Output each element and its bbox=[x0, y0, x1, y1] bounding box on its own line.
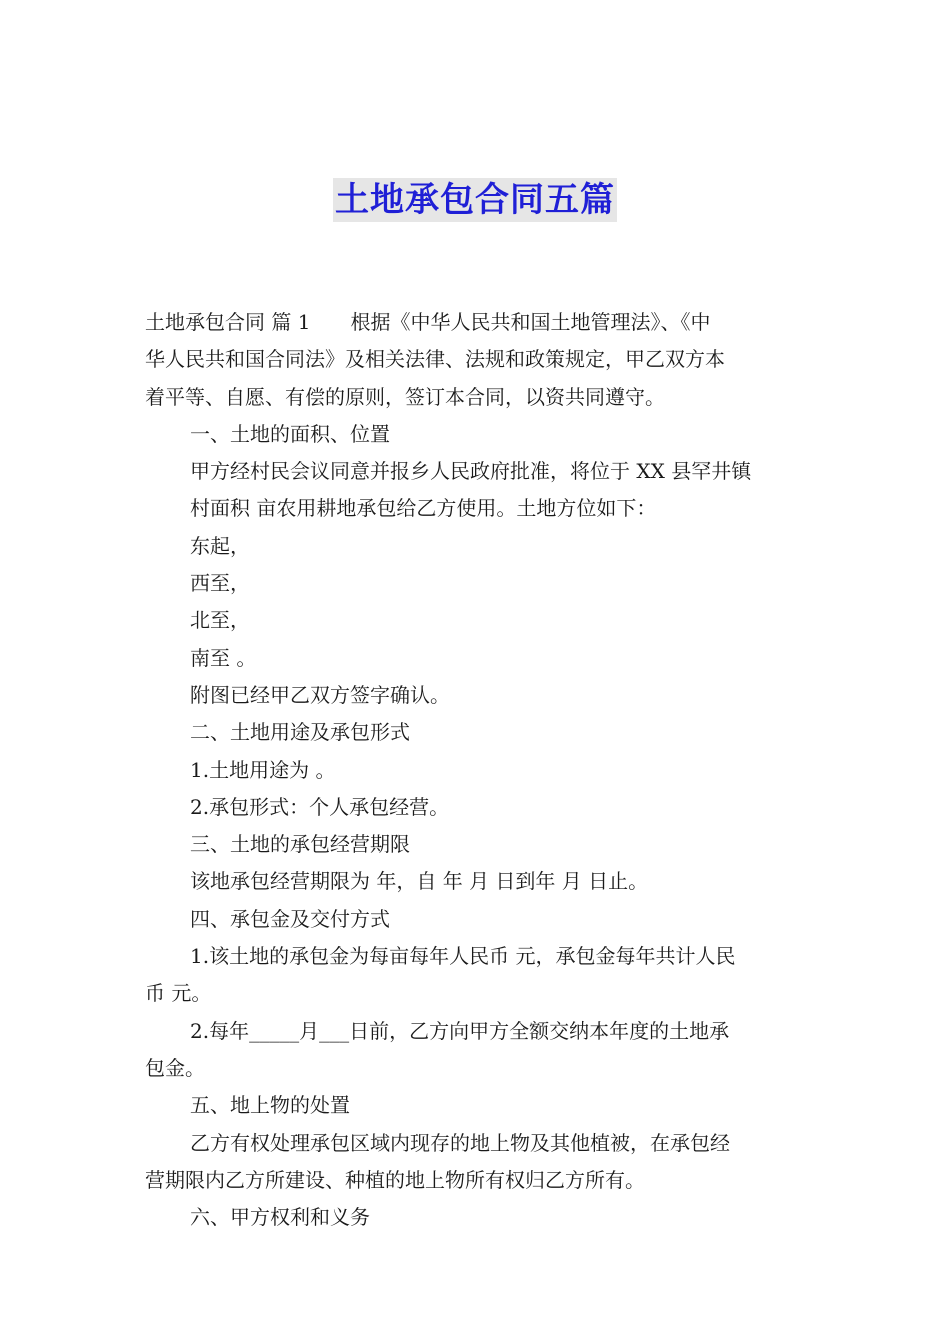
paragraph-line: 北至， bbox=[190, 608, 250, 633]
section-heading: 一、土地的面积、位置 bbox=[190, 421, 390, 446]
paragraph-line: 着平等、自愿、有偿的原则，签订本合同，以资共同遵守。 bbox=[145, 384, 665, 409]
paragraph-line: 包金。 bbox=[145, 1055, 205, 1080]
paragraph-line: 乙方有权处理承包区域内现存的地上物及其他植被，在承包经 bbox=[190, 1130, 730, 1155]
document-body bbox=[145, 304, 805, 1236]
paragraph-line: 村面积 亩农用耕地承包给乙方使用。土地方位如下： bbox=[190, 496, 657, 521]
paragraph-line: 南至 。 bbox=[190, 645, 257, 670]
title-container bbox=[0, 178, 950, 222]
section-heading: 六、甲方权利和义务 bbox=[190, 1205, 370, 1230]
list-item: 1.土地用途为 。 bbox=[190, 757, 336, 782]
paragraph-line: 营期限内乙方所建设、种植的地上物所有权归乙方所有。 bbox=[145, 1167, 645, 1192]
paragraph-line: 附图已经甲乙双方签字确认。 bbox=[190, 682, 450, 707]
paragraph-line: 该地承包经营期限为 年，自 年 月 日到年 月 日止。 bbox=[190, 869, 649, 894]
section-heading: 四、承包金及交付方式 bbox=[190, 906, 390, 931]
list-item: 2.每年_____月___日前，乙方向甲方全额交纳本年度的土地承 bbox=[190, 1018, 730, 1043]
document-title: 土地承包合同五篇 bbox=[335, 180, 615, 220]
paragraph-line: 土地承包合同 篇 1 根据《中华人民共和国土地管理法》、《中 bbox=[145, 310, 711, 334]
list-item: 2.承包形式：个人承包经营。 bbox=[190, 794, 450, 819]
section-heading: 三、土地的承包经营期限 bbox=[190, 832, 410, 857]
section-heading: 五、地上物的处置 bbox=[190, 1093, 350, 1118]
paragraph-line: 华人民共和国合同法》及相关法律、法规和政策规定，甲乙双方本 bbox=[145, 347, 725, 372]
paragraph-line: 西至， bbox=[190, 571, 250, 596]
list-item: 1.该土地的承包金为每亩每年人民币 元，承包金每年共计人民 bbox=[190, 944, 736, 969]
paragraph-line: 甲方经村民会议同意并报乡人民政府批准，将位于 XX 县罕井镇 bbox=[190, 459, 752, 484]
section-heading: 二、土地用途及承包形式 bbox=[190, 720, 410, 745]
paragraph-line: 币 元。 bbox=[145, 981, 212, 1006]
paragraph-line: 东起， bbox=[190, 533, 250, 558]
